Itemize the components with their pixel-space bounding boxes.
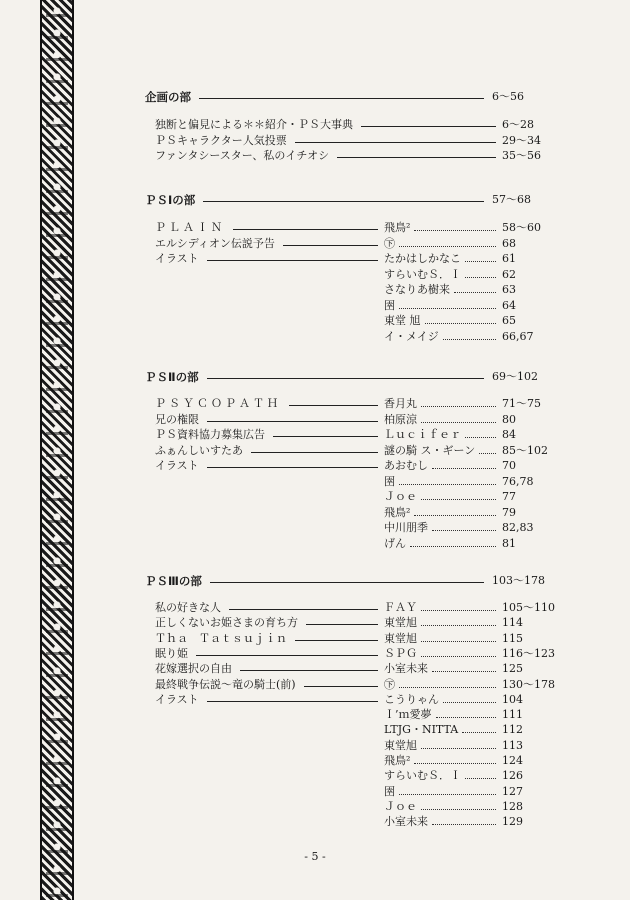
entry-pages: 66,67: [502, 330, 534, 343]
entry-author: 柏原涼: [384, 413, 417, 426]
entry-author: あおむし: [384, 459, 428, 472]
entry-title: Ｔｈａ Ｔａｔｓｕｊｉｎ: [155, 632, 287, 645]
leader-dots: [465, 261, 496, 262]
entry-author: Ｌｕｃｉｆｅｒ: [384, 428, 461, 441]
section-pages: 57～68: [492, 193, 531, 206]
entry-pages: 82,83: [502, 521, 534, 534]
entry-author: 飛鳥²: [384, 754, 411, 767]
entry-pages: 80: [502, 413, 516, 426]
entry-title: 花嫁選択の自由: [155, 662, 232, 675]
entry-pages: 62: [502, 268, 516, 281]
entry-pages: 76,78: [502, 475, 534, 488]
leader-line: [337, 157, 496, 158]
section-pages: 69～102: [492, 370, 538, 383]
entry-author: Ｉ’ｍ愛夢: [384, 708, 432, 721]
entry-author: 香月丸: [384, 397, 417, 410]
entry-author: ＦＡＹ: [384, 601, 417, 614]
entry-author: 謎の騎 ス・ギーン: [384, 444, 476, 457]
entry-author: ㊦: [384, 237, 395, 250]
entry-title: イラスト: [155, 252, 199, 265]
leader-dots: [479, 453, 496, 454]
entry-pages: 104: [502, 693, 523, 706]
entry-title: 最終戦争伝説～竜の騎士(前): [155, 678, 296, 691]
entry-title: イラスト: [155, 459, 199, 472]
leader-dots: [465, 778, 496, 779]
leader-dots: [443, 702, 496, 703]
entry-title: ＰＳ資料協力募集広告: [155, 428, 265, 441]
leader-line: [196, 655, 378, 656]
leader-line: [207, 421, 378, 422]
leader-dots: [432, 824, 496, 825]
leader-line: [207, 378, 484, 379]
entry-pages: 84: [502, 428, 516, 441]
leader-dots: [443, 339, 496, 340]
entry-pages: 29～34: [502, 134, 541, 147]
decorative-border: [40, 0, 74, 900]
leader-dots: [421, 625, 496, 626]
leader-line: [289, 405, 378, 406]
section-title: ＰＳⅠの部: [145, 193, 196, 207]
entry-pages: 116～123: [502, 647, 555, 660]
leader-line: [240, 670, 378, 671]
section-title: 企画の部: [145, 90, 191, 104]
leader-dots: [399, 794, 496, 795]
entry-pages: 105～110: [502, 601, 555, 614]
entry-title: ふぁんしいすたあ: [155, 444, 243, 457]
entry-title: 独断と偏見による＊＊紹介・ＰＳ大事典: [155, 118, 353, 131]
leader-line: [207, 260, 378, 261]
entry-pages: 63: [502, 283, 516, 296]
leader-dots: [421, 641, 496, 642]
entry-author: ＳＰＧ: [384, 647, 417, 660]
entry-pages: 35～56: [502, 149, 541, 162]
entry-pages: 61: [502, 252, 516, 265]
entry-author: 圉: [384, 475, 395, 488]
entry-author: Ｊｏｅ: [384, 800, 417, 813]
entry-author: たかはしかなこ: [384, 252, 461, 265]
leader-dots: [421, 656, 496, 657]
section-pages: 6～56: [492, 90, 524, 103]
entry-author: Ｊｏｅ: [384, 490, 417, 503]
leader-line: [203, 201, 484, 202]
entry-title: 私の好きな人: [155, 601, 221, 614]
entry-author: 東堂旭: [384, 632, 417, 645]
entry-pages: 127: [502, 785, 523, 798]
leader-line: [199, 98, 484, 99]
entry-title: 正しくないお姫さまの育ち方: [155, 616, 298, 629]
entry-pages: 111: [502, 708, 523, 721]
entry-title: ファンタシースター、私のイチオシ: [155, 149, 330, 162]
entry-pages: 128: [502, 800, 523, 813]
entry-title: イラスト: [155, 693, 199, 706]
leader-dots: [432, 530, 496, 531]
leader-dots: [421, 748, 496, 749]
entry-author: 中川朋季: [384, 521, 428, 534]
entry-author: こうりゃん: [384, 693, 439, 706]
leader-dots: [465, 437, 496, 438]
entry-author: すらいむＳ．Ｉ: [384, 769, 461, 782]
entry-author: ㊦: [384, 678, 395, 691]
leader-dots: [414, 763, 496, 764]
entry-pages: 58～60: [502, 221, 541, 234]
leader-dots: [436, 717, 497, 718]
leader-line: [283, 245, 378, 246]
leader-line: [210, 582, 484, 583]
leader-dots: [399, 308, 496, 309]
leader-dots: [414, 515, 496, 516]
entry-author: 東堂 旭: [384, 314, 421, 327]
entry-pages: 112: [502, 723, 523, 736]
leader-line: [233, 229, 378, 230]
leader-line: [295, 142, 496, 143]
entry-pages: 71～75: [502, 397, 541, 410]
leader-line: [207, 701, 378, 702]
entry-title: 兄の権限: [155, 413, 199, 426]
leader-dots: [399, 687, 496, 688]
leader-dots: [399, 246, 496, 247]
entry-pages: 126: [502, 769, 523, 782]
entry-pages: 65: [502, 314, 516, 327]
entry-title: ＰＬＡＩＮ: [155, 221, 225, 234]
leader-dots: [421, 610, 496, 611]
leader-dots: [432, 468, 496, 469]
entry-pages: 125: [502, 662, 523, 675]
leader-dots: [425, 323, 497, 324]
entry-author: げん: [384, 537, 406, 550]
entry-pages: 81: [502, 537, 516, 550]
entry-pages: 85～102: [502, 444, 548, 457]
entry-author: 小室未来: [384, 815, 428, 828]
section-title: ＰＳⅡの部: [145, 370, 199, 384]
leader-line: [251, 452, 378, 453]
entry-title: ＰＳＹＣＯＰＡＴＨ: [155, 397, 281, 410]
leader-line: [229, 609, 378, 610]
entry-pages: 64: [502, 299, 516, 312]
leader-line: [304, 686, 378, 687]
entry-pages: 70: [502, 459, 516, 472]
leader-dots: [462, 732, 496, 733]
entry-title: 眠り姫: [155, 647, 188, 660]
entry-author: 飛鳥²: [384, 221, 411, 234]
entry-pages: 113: [502, 739, 523, 752]
leader-line: [207, 467, 378, 468]
entry-title: ＰＳキャラクター人気投票: [155, 134, 287, 147]
entry-author: さなりあ樹来: [384, 283, 450, 296]
leader-dots: [421, 406, 496, 407]
leader-line: [273, 436, 378, 437]
leader-dots: [421, 809, 496, 810]
section-title: ＰＳⅢの部: [145, 574, 202, 588]
entry-pages: 129: [502, 815, 523, 828]
entry-author: すらいむＳ．Ｉ: [384, 268, 461, 281]
entry-pages: 77: [502, 490, 516, 503]
page-number: - 5 -: [304, 850, 326, 863]
leader-dots: [399, 484, 496, 485]
entry-author: 小室未来: [384, 662, 428, 675]
leader-line: [295, 640, 378, 641]
leader-line: [306, 624, 378, 625]
leader-dots: [432, 671, 496, 672]
entry-author: 東堂旭: [384, 739, 417, 752]
leader-dots: [465, 277, 496, 278]
entry-pages: 79: [502, 506, 516, 519]
leader-dots: [421, 499, 496, 500]
entry-pages: 68: [502, 237, 516, 250]
section-pages: 103～178: [492, 574, 545, 587]
leader-dots: [414, 230, 496, 231]
entry-author: 圉: [384, 299, 395, 312]
entry-pages: 124: [502, 754, 523, 767]
entry-title: エルシディオン伝説予告: [155, 237, 275, 250]
entry-author: 圉: [384, 785, 395, 798]
entry-author: 飛鳥²: [384, 506, 411, 519]
entry-pages: 115: [502, 632, 523, 645]
entry-author: 東堂旭: [384, 616, 417, 629]
entry-author: イ・メイジ: [384, 330, 439, 343]
entry-author: LTJG・NITTA: [384, 723, 459, 736]
leader-line: [361, 126, 496, 127]
entry-pages: 6～28: [502, 118, 534, 131]
leader-dots: [421, 422, 496, 423]
leader-dots: [454, 292, 496, 293]
entry-pages: 130～178: [502, 678, 555, 691]
entry-pages: 114: [502, 616, 523, 629]
leader-dots: [410, 546, 496, 547]
